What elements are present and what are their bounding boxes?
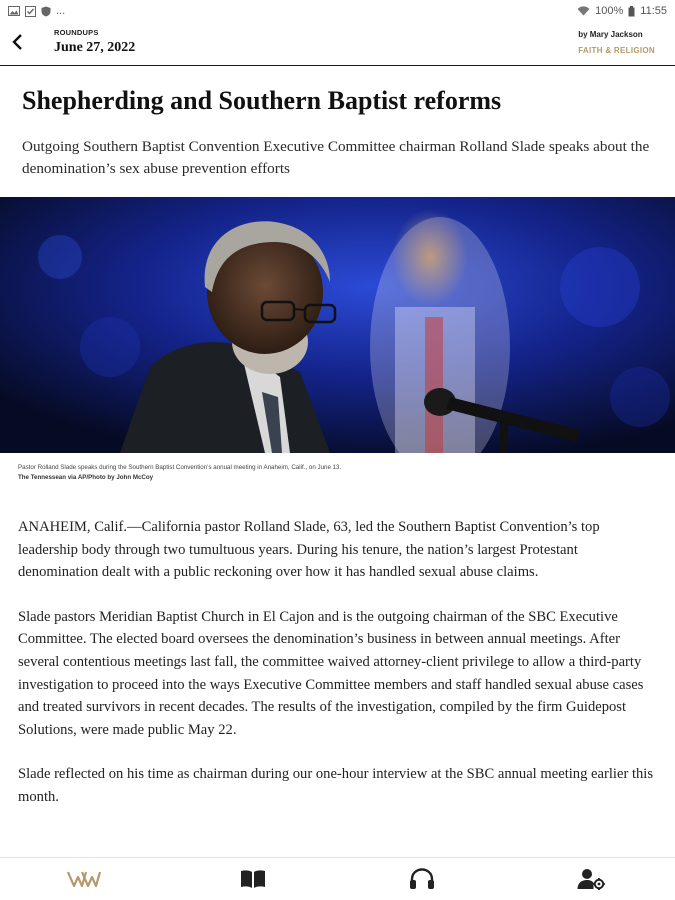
status-overflow: ...: [56, 5, 66, 17]
chevron-left-icon: [11, 33, 23, 51]
photo-credit: The Tennessean via AP/Photo by John McCoy: [18, 474, 154, 481]
nav-library[interactable]: [223, 861, 283, 897]
paragraph: Slade reflected on his time as chairman during our one-hour interview at the SBC annual meeting earlier this month.: [18, 766, 654, 805]
back-button[interactable]: [6, 30, 28, 54]
headline: Shepherding and Southern Baptist reforms: [22, 86, 502, 115]
status-notifications: [8, 5, 65, 17]
bottom-navigation: [0, 857, 675, 900]
wifi-icon: [577, 6, 590, 16]
status-bar: [0, 0, 675, 22]
paragraph: ANAHEIM, Calif.—California pastor Rolland Slade, 63, led the Southern Baptist Convention’s top leadership body through two tumultuous years. During his tenure, the nation’s largest Protestant denomination dealt with a public reckoning over how it has handled sexual abuse claims.: [18, 519, 600, 581]
article-photo[interactable]: [0, 197, 675, 453]
open-book-icon: [240, 869, 266, 889]
world-logo-icon: [67, 870, 101, 888]
status-system: [577, 5, 667, 17]
photo-caption: Pastor Rolland Slade speaks during the Southern Baptist Convention’s annual meeting in Anaheim, Calif., on June 13.: [18, 464, 342, 471]
publish-date: June 27, 2022: [54, 40, 136, 55]
scroll-fade: [0, 842, 675, 858]
shield-icon: [41, 6, 51, 17]
section-label[interactable]: ROUNDUPS: [54, 28, 99, 37]
nav-home[interactable]: [54, 861, 114, 897]
checkbox-icon: [25, 6, 36, 17]
header-byline: [578, 30, 655, 55]
gallery-icon: [8, 6, 20, 16]
status-time: 11:55: [640, 5, 667, 17]
battery-percent: 100%: [595, 5, 624, 17]
category-label[interactable]: FAITH & RELIGION: [578, 46, 655, 55]
article-deck: Outgoing Southern Baptist Convention Executive Committee chairman Rolland Slade speaks about the denomination’s sex abuse prevention efforts: [22, 138, 650, 177]
user-settings-icon: [577, 868, 605, 890]
nav-account[interactable]: [561, 861, 621, 897]
article-header: [0, 22, 675, 66]
author-byline[interactable]: by Mary Jackson: [578, 30, 643, 39]
nav-audio[interactable]: [392, 861, 452, 897]
photo-illustration: [0, 197, 675, 453]
paragraph: Slade pastors Meridian Baptist Church in El Cajon and is the outgoing chairman of the SBC Executive Committee. The elected board oversees the denomination’s business in between annual meetings. After several contentious meetings last fall, the committee waived attorney-client privilege to allow a third-party investigation to proceed into the ways Executive Committee members and staff handled sexual abuse cases and treated survivors in recent decades. The results of the investigation, compiled by the firm Guidepost Solutions, were made public May 22.: [18, 608, 644, 738]
header-meta: [54, 28, 135, 56]
headphones-icon: [409, 868, 435, 890]
battery-icon: [628, 6, 635, 17]
article-body: [18, 516, 658, 831]
